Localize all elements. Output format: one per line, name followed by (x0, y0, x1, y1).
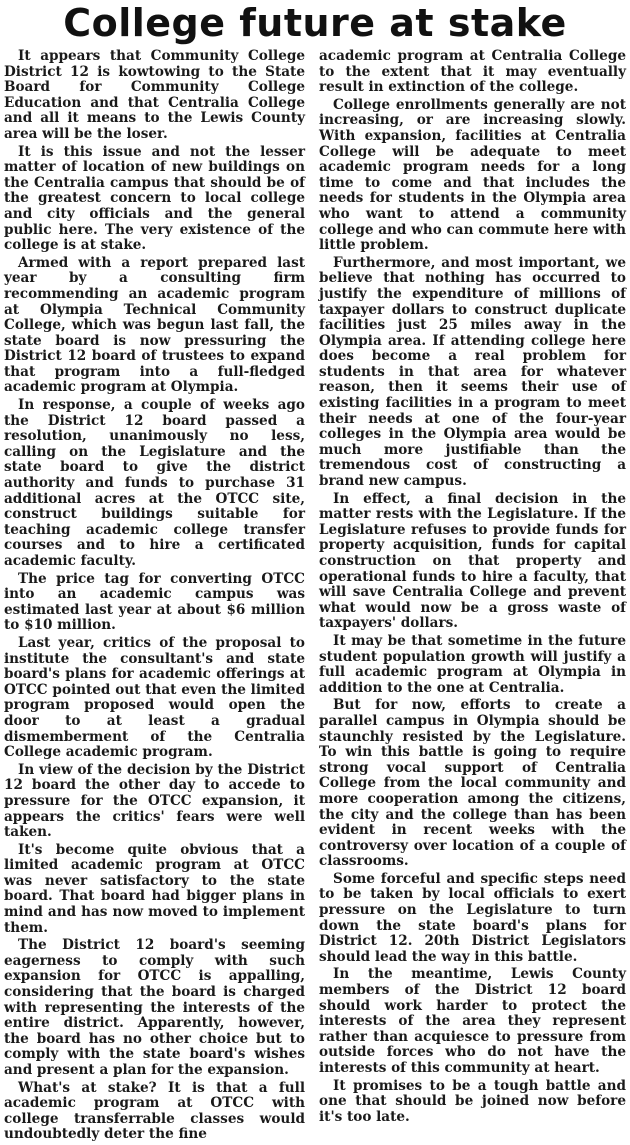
paragraph: It promises to be a tough battle and one that should be joined now before it's too late. (319, 1077, 626, 1125)
paragraph: In effect, a final decision in the matter rests with the Legislature. If the Legislature refuses to provide funds for property acquisition, funds for capital construction on that property and operational funds to hire a faculty, that will save Centralia College and prevent what would now be a gross waste of taxpayers' dollars. (319, 490, 626, 632)
paragraph: What's at stake? It is that a full academic program at OTCC with college transferrable classes would undoubtedly deter the fine (4, 1079, 305, 1143)
paragraph: The District 12 board's seeming eagerness to comply with such expansion for OTCC is appalling, considering that the board is charged with representing the interests of the entire district. Apparently, however, the board has no other choice but to comply with the state board's wishes and present a plan for the expansion. (4, 937, 305, 1078)
left-column (4, 49, 305, 1145)
paragraph: It's become quite obvious that a limited academic program at OTCC was never satisfactory to the state board. That board had bigger plans in mind and has now moved to implement them. (4, 841, 305, 936)
paragraph: In response, a couple of weeks ago the District 12 board passed a resolution, unanimously no less, calling on the Legislature and the state board to give the district authority and funds to purchase 31 additional acres at the OTCC site, construct buildings suitable for teaching academic college transfer courses and to hire a certificated academic faculty. (4, 397, 305, 569)
headline: College future at stake (63, 1, 567, 45)
paragraph: It appears that Community College District 12 is kowtowing to the State Board for Community College Education and that Centralia College and all it means to the Lewis County area will be the loser. (4, 48, 305, 142)
paragraph: Some forceful and specific steps need to be taken by local officials to exert pressure on the Legislature to turn down the state board's plans for District 12. 20th District Legislators should lead the way in this battle. (319, 870, 626, 965)
paragraph: Furthermore, and most important, we believe that nothing has occurred to justify the expenditure of millions of taxpayer dollars to construct duplicate facilities just 25 miles away in the Olympia area. If attending college here does become a real problem for students in that area for whatever reason, then it seems their use of existing facilities in a program to meet their needs at one of the four-year colleges in the Olympia area would be much more justifiable than the tremendous cost of constructing a brand new campus. (319, 254, 626, 490)
paragraph: The price tag for converting OTCC into an academic campus was estimated last year at about $6 million to $10 million. (4, 570, 305, 634)
paragraph: In the meantime, Lewis County members of the District 12 board should work harder to protect the interests of the area they represent rather than acquiesce to pressure from outside forces who do not have the interests of this community at heart. (319, 966, 626, 1076)
paragraph: Last year, critics of the proposal to institute the consultant's and state board's plans for academic offerings at OTCC pointed out that even the limited program proposed would open the door to at least a gradual dismemberment of the Centralia College academic program. (4, 634, 305, 761)
paragraph: But for now, efforts to create a parallel campus in Olympia should be staunchly resisted by the Legislature. To win this battle is going to require strong vocal support of Centralia College from the local community and more cooperation among the citizens, the city and the college than has been evident in recent weeks with the controversy over location of a couple of classrooms. (319, 697, 626, 870)
paragraph: Armed with a report prepared last year by a consulting firm recommending an academic program at Olympia Technical Community College, which was begun last fall, the state board is now pressuring the District 12 board of trustees to expand that program into a full-fledged academic program at Olympia. (4, 254, 305, 396)
paragraph-continuation: academic program at Centralia College to the extent that it may eventually result in extinction of the college. (319, 48, 626, 96)
paragraph: College enrollments generally are not increasing, or are increasing slowly. With expansion, facilities at Centralia College will be adequate to meet academic program needs for a long time to come and that includes the needs for students in the Olympia area who want to attend a community college and who can commute here with little problem. (319, 96, 626, 254)
paragraph: It is this issue and not the lesser matter of location of new buildings on the Centralia campus that should be of the greatest concern to local college and city officials and the general public here. The very existence of the college is at stake. (4, 143, 305, 254)
paragraph: It may be that sometime in the future student population growth will justify a full academic program at Olympia in addition to the one at Centralia. (319, 632, 626, 696)
right-column (319, 49, 626, 1127)
paragraph: In view of the decision by the District 12 board the other day to accede to pressure for the OTCC expansion, it appears the critics' fears were well taken. (4, 761, 305, 841)
